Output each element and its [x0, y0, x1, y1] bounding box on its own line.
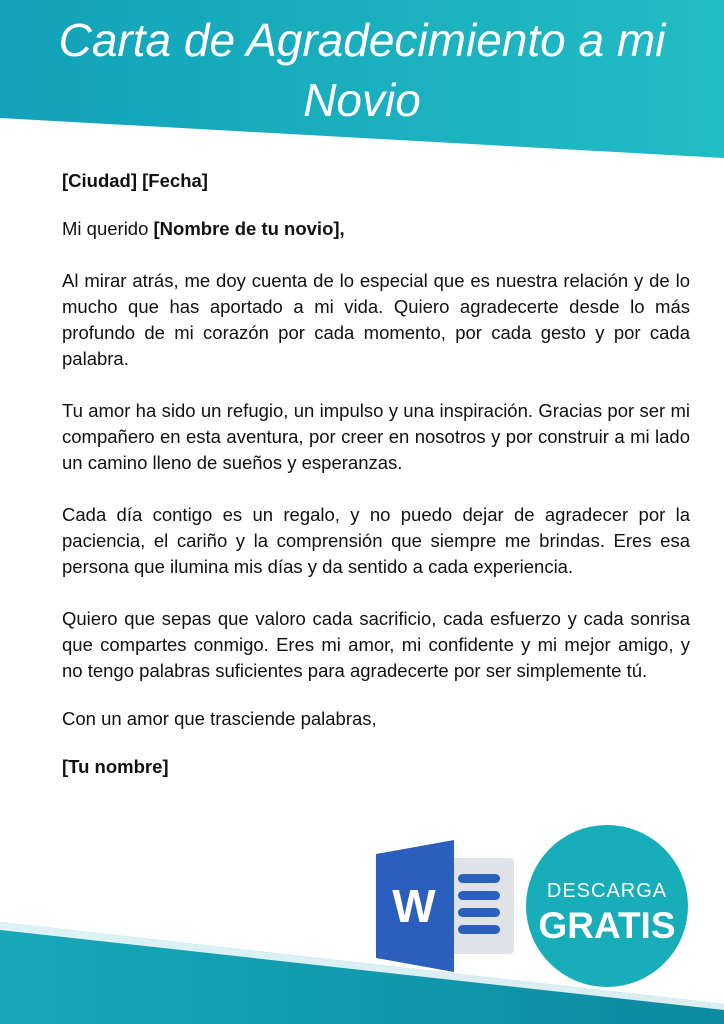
letter-body: [62, 168, 690, 780]
paragraph-4: Quiero que sepas que valoro cada sacrificio, cada esfuerzo y cada sonrisa que compartes conmigo. Eres mi amor, mi confidente y mi mejor amigo, y no tengo palabras suficientes para agradecerte por ser simplemente tú.: [62, 608, 690, 681]
page-title: Carta de Agradecimiento a mi Novio: [58, 14, 666, 126]
word-letter: W: [392, 880, 436, 932]
badge-line-descarga: DESCARGA: [546, 880, 668, 902]
word-line-3: [458, 908, 500, 917]
greeting: [62, 216, 690, 242]
place-date: [Ciudad] [Fecha]: [62, 170, 208, 191]
word-line-4: [458, 925, 500, 934]
closing: Con un amor que trasciende palabras,: [62, 708, 377, 729]
badge-line-gratis: GRATIS: [538, 905, 676, 946]
word-line-2: [458, 891, 500, 900]
paragraph-1: Al mirar atrás, me doy cuenta de lo especial que es nuestra relación y de lo mucho que has aportado a mi vida. Quiero agradecerte desde lo más profundo de mi corazón por cada momento, por cada gesto y por cada palabra.: [62, 270, 690, 369]
paragraph-3: Cada día contigo es un regalo, y no puedo dejar de agradecer por la paciencia, el cariño y la comprensión que siempre me brindas. Eres esa persona que ilumina mis días y da sentido a cada experiencia.: [62, 504, 690, 577]
greeting-prefix: Mi querido: [62, 218, 154, 239]
signature: [Tu nombre]: [62, 756, 169, 777]
paragraph-2: Tu amor ha sido un refugio, un impulso y una inspiración. Gracias por ser mi compañero en esta aventura, por creer en nosotros y por construir a mi lado un camino lleno de sueños y esperanzas.: [62, 400, 690, 473]
download-free-badge[interactable]: [526, 825, 688, 987]
word-line-1: [458, 874, 500, 883]
greeting-name: [Nombre de tu novio],: [153, 218, 345, 239]
word-icon[interactable]: [376, 836, 516, 976]
